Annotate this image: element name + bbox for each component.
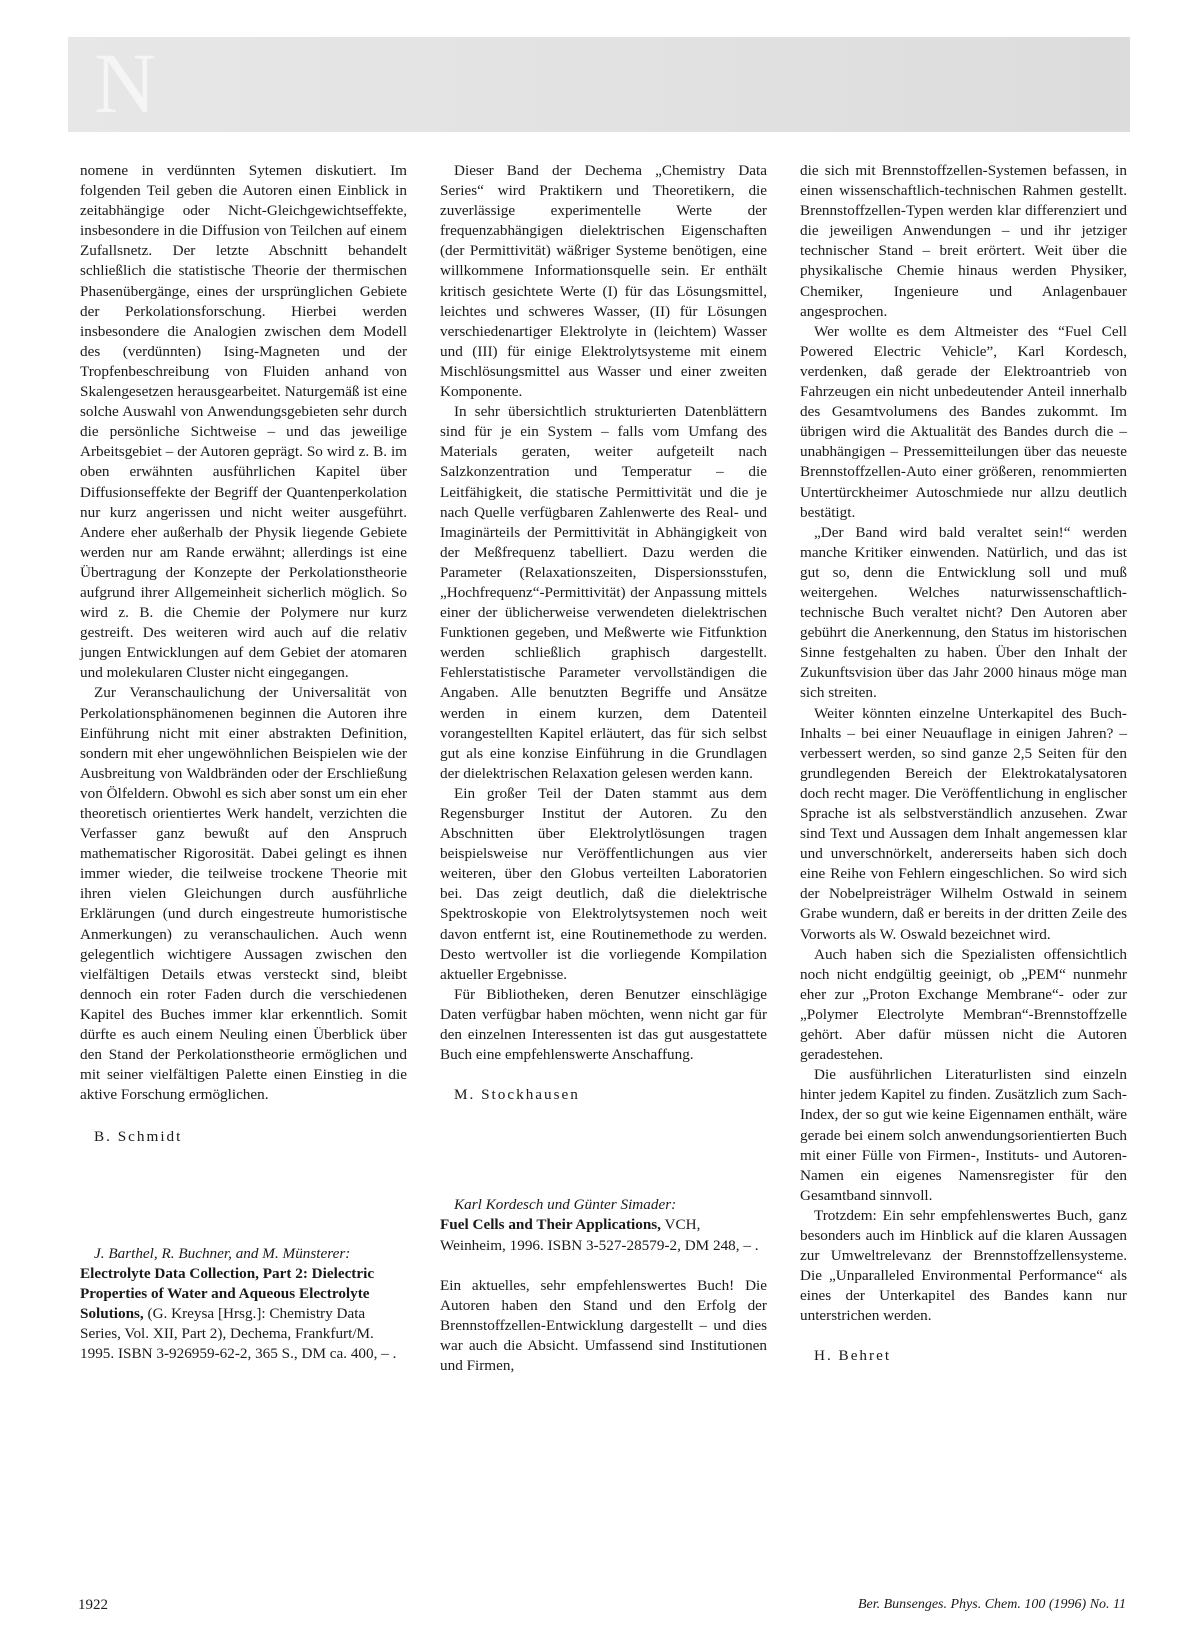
paragraph: nomene in verdünnten Sytemen diskutiert. Im folgenden Teil geben die Autoren einen Einblick in zeitabhängige oder Nicht-Gleichgewichtseffekte, insbesondere in die Diffusion von Teilchen auf einem Zufallsnetz. Der letzte Abschnitt behandelt schließlich die statistische Theorie der thermischen Phasenübergänge, eines der ursprünglichen Gebiete der Perkolationsforschung. Hierbei werden insbesondere die Analogien zwischen dem Modell des (verdünnten) Ising-Magneten und der Tropfenbeschreibung von Fluiden anhand von Skalengesetzen herausgearbeitet. Naturgemäß ist eine solche Auswahl von Anwendungsgebieten sehr durch die persönliche Sichtweise – und das jeweilige Arbeitsgebiet – der Autoren geprägt. So wird z. B. im oben erwähnten ausführlichen Kapitel über Diffusionseffekte der Begriff der Quantenperkolation nur kurz angerissen und nicht weiter ausgeführt. Andere eher außerhalb der Physik liegende Gebiete werden nur am Rande erwähnt; allerdings ist eine Übertragung der Konzepte der Perkolationstheorie aufgrund ihrer Allgemeinheit sicherlich möglich. So wird z. B. die Chemie der Polymere nur kurz gestreift. Des weiteren wird auch auf die relativ jungen Entwicklungen auf dem Gebiet der atomaren und molekularen Cluster nicht eingegangen. — [80, 162, 407, 682]
book-authors: Karl Kordesch und Günter Simader: — [454, 1196, 677, 1214]
paragraph: die sich mit Brennstoffzellen-Systemen befassen, in einen wissenschaftlich-technischen Rahmen gestellt. Brennstoffzellen-Typen werden klar differenziert und die jeweiligen Anwendungen – und ihr jetziger technischer Stand – breit erörtert. Weit über die physikalische Chemie hinaus werden Physiker, Chemiker, Ingenieure und Anlagenbauer angesprochen. — [800, 162, 1127, 320]
book-title: Fuel Cells and Their Applications, — [440, 1216, 661, 1234]
paragraph: Für Bibliotheken, deren Benutzer einschlägige Daten verfügbar haben möchten, wenn nicht gar für den einzelnen Interessenten ist das gut ausgestattete Buch eine empfehlenswerte Anschaffung. — [440, 985, 767, 1064]
book-title: Electrolyte Data Collection, Part 2: Dielectric Properties of Water and Aqueous Electrolyte Solutions, — [80, 1264, 375, 1322]
section-header-band — [68, 37, 1130, 132]
page-number: 1922 — [78, 1597, 108, 1613]
book-reference — [80, 1244, 407, 1365]
paragraph: Weiter könnten einzelne Unterkapitel des Buch-Inhalts – bei einer Neuauflage in einigen Jahren? – verbessert werden, so sind ganze 2,5 Seiten für den grundlegenden Bereich der Elektrokatalysatoren doch recht mager. Die Veröffentlichung in englischer Sprache ist als selbstverständlich anzusehen. Zwar sind Text und Aussagen dem Inhalt angemessen klar und unverschnörkelt, andererseits haben sich doch eine Reihe von Fehlern eingeschlichen. So wird sich der Nobelpreisträger Wilhelm Ostwald in seinem Grabe wundern, daß er bereits in der dritten Zeile des Vorworts als W. Oswald bezeichnet wird. — [800, 704, 1127, 943]
book-details: (G. Kreysa [Hrsg.]: Chemistry Data Series, Vol. XII, Part 2), Dechema, Frankfurt/M. 1995. ISBN 3-926959-62-2, 365 S., DM ca. 400, – . — [80, 1304, 397, 1362]
paragraph: Zur Veranschaulichung der Universalität von Perkolationsphänomenen beginnen die Autoren ihre Einführung nicht mit einer abstrakten Definition, sondern mit eher ungewöhnlichen Beispielen wie der Ausbreitung von Waldbränden oder der Erschließung von Ölfeldern. Obwohl es sich aber sonst um ein eher theoretisch orientiertes Werk handelt, verzichten die Verfasser ganz bewußt auf den Anspruch mathematischer Rigorosität. Dabei gelingt es ihnen immer wieder, die teilweise trockene Theorie mit ihren vielen Gleichungen durch ausführliche Erklärungen (und durch eingestreute humoristische Anmerkungen) zu veranschaulichen. Auch wenn gelegentlich wichtigere Aussagen zwischen den vielfältigen Details etwas versteckt sind, bleibt dennoch ein roter Faden durch die verschiedenen Kapitel des Buches immer klar erkenntlich. Somit dürfte es auch einem Neuling einen Überblick über den Stand der Perkolationstheorie ermöglichen und mit seiner vielfältigen Palette einen Einstieg in die aktive Forschung ermöglichen. — [80, 684, 407, 1104]
review-signature: B. Schmidt — [94, 1128, 183, 1146]
column-3 — [800, 161, 1127, 1367]
column-2 — [440, 161, 767, 1376]
section-letter: N — [94, 35, 157, 131]
paragraph: In sehr übersichtlich strukturierten Datenblättern sind für je ein System – falls vom Umfang des Materials geraten, weiter aufgeteilt nach Salzkonzentration und Temperatur – die Leitfähigkeit, die statische Permittivität und die je nach Quelle verfügbaren Zahlenwerte des Real- und Imaginärteils der Permittivität in Abhängigkeit von der Meßfrequenz tabelliert. Dazu werden die Parameter (Relaxationszeiten, Dispersionsstufen, „Hochfrequenz“-Permittivität) der Anpassung mittels einer der üblicherweise verwendeten dielektrischen Funktionen gegeben, und Meßwerte wie Fitfunktion werden schließlich graphisch dargestellt. Fehlerstatistische Parameter vervollständigen die Angaben. Alle benutzten Begriffe und Ansätze werden in einem kurzen, dem Datenteil vorangestellten Kapitel erläutert, das für sich selbst gut als eine konzise Einführung in die Grundlagen der dielektrischen Relaxation gelesen werden kann. — [440, 403, 767, 782]
paragraph: Die ausführlichen Literaturlisten sind einzeln hinter jedem Kapitel zu finden. Zusätzlich zum Sach-Index, der so gut wie keine Eigennamen enthält, wäre gerade bei einem solch anwendungsorientierten Buch mit einer Fülle von Firmen-, Instituts- und Autoren-Namen ein eigenes Namensregister für den Gesamtband sinnvoll. — [800, 1066, 1127, 1204]
paragraph: Wer wollte es dem Altmeister des “Fuel Cell Powered Electric Vehicle”, Karl Kordesch, verdenken, daß gerade der Elektroantrieb von Fahrzeugen ein nicht unbedeutender Anteil innerhalb des Gesamtvolumens des Bandes zukommt. Im übrigen wird die Aktualität des Bandes durch die – unabhängigen – Pressemitteilungen über das neueste Brennstoffzellen-Auto einer größeren, renommierten Untertürckheimer Autoschmiede nur allzu deutlich bestätigt. — [800, 322, 1127, 521]
book-details: VCH, Weinheim, 1996. ISBN 3-527-28579-2, DM 248, – . — [440, 1216, 759, 1254]
book-reference — [440, 1195, 767, 1255]
paragraph: Auch haben sich die Spezialisten offensichtlich noch nicht endgültig geeinigt, ob „PEM“ nunmehr eher zur „Proton Exchange Membrane“- oder zur „Polymer Electrolyte Membran“-Brennstoffzelle gehört. Aber dafür müssen nicht die Autoren geradestehen. — [800, 945, 1127, 1064]
paragraph: Trotzdem: Ein sehr empfehlenswertes Buch, ganz besonders auch im Hinblick auf die klaren Aussagen zur Umweltrelevanz der Brennstoffzellensysteme. Die „Unparalleled Environmental Performance“ als eines der Unterkapitel des Bandes kann nur unterstrichen werden. — [800, 1206, 1127, 1325]
paragraph: Ein aktuelles, sehr empfehlenswertes Buch! Die Autoren haben den Stand und den Erfolg der Brennstoffzellen-Entwicklung dargestellt – und dies war auch die Absicht. Umfassend sind Institutionen und Firmen, — [440, 1276, 767, 1374]
book-authors: J. Barthel, R. Buchner, and M. Münsterer: — [94, 1244, 351, 1262]
review-signature: H. Behret — [814, 1347, 892, 1365]
review-signature: M. Stockhausen — [454, 1086, 580, 1104]
paragraph: Ein großer Teil der Daten stammt aus dem Regensburger Institut der Autoren. Zu den Abschnitten über Elektrolytlösungen tragen beispielsweise nur Veröffentlichungen aus vier weiteren, über den Globus verteilten Laboratorien bei. Das zeigt deutlich, daß die dielektrische Spektroskopie von Elektrolytsystemen noch weit davon entfernt ist, eine Routinemethode zu werden. Desto wertvoller ist die vorliegende Kompilation aktueller Ergebnisse. — [440, 784, 767, 983]
column-1 — [80, 161, 407, 1364]
paragraph: Dieser Band der Dechema „Chemistry Data Series“ wird Praktikern und Theoretikern, die zuverlässige experimentelle Werte der frequenzabhängigen dielektrischen Eigenschaften (der Permittivität) wäßriger Systeme benötigen, eine willkommene Informationsquelle sein. Er enthält kritisch gesichtete Werte (I) für das Lösungsmittel, leichtes und schweres Wasser, (II) für Lösungen verschiedenartiger Elektrolyte in (leichtem) Wasser und (III) für einige Elektrolytsysteme mit einem Mischlösungsmittel aus Wasser und einer zweiten Komponente. — [440, 162, 767, 401]
journal-citation: Ber. Bunsenges. Phys. Chem. 100 (1996) No. 11 — [857, 1597, 1126, 1612]
paragraph: „Der Band wird bald veraltet sein!“ werden manche Kritiker einwenden. Natürlich, und das ist gut so, denn die Entwicklung soll und muß weitergehen. Welches naturwissenschaftlich-technische Buch veraltet nicht? Den Autoren aber gebührt die Anerkennung, den Status im historischen Sinne festgehalten zu haben. Über den Inhalt der Zukunftsvision über das Jahr 2000 hinaus möge man sich streiten. — [800, 523, 1127, 702]
